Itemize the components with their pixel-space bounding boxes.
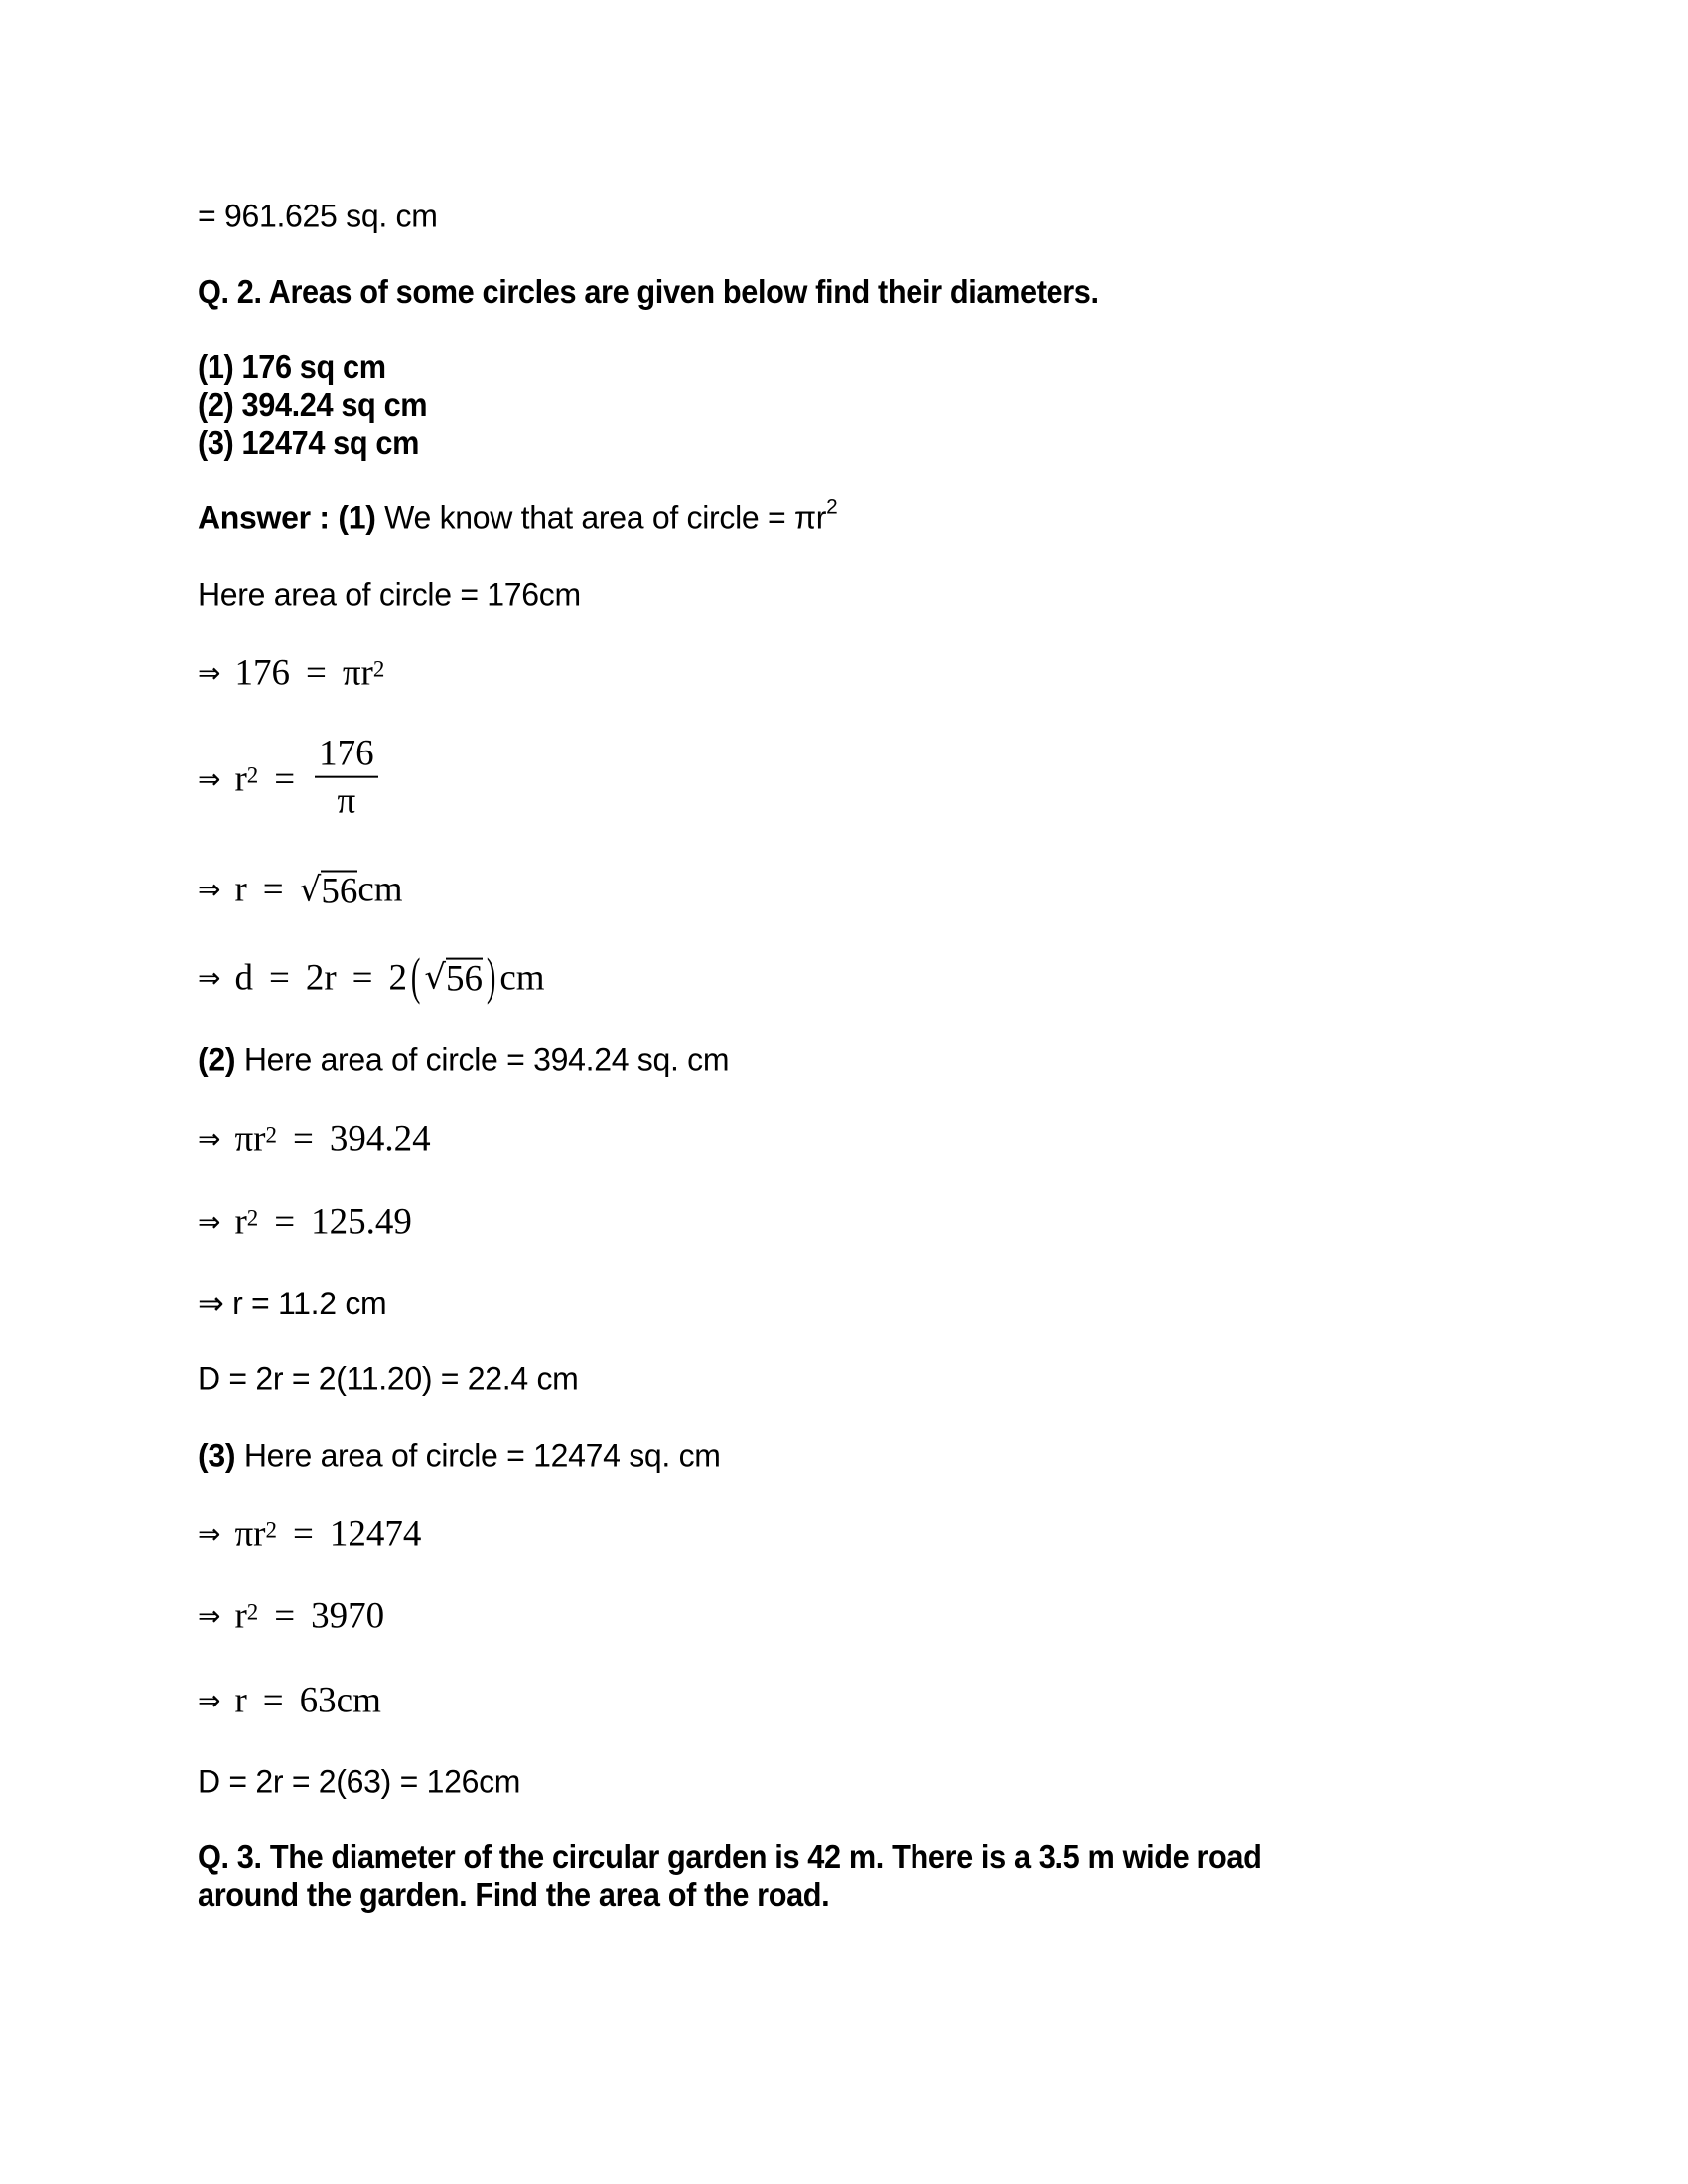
open-paren: ( bbox=[410, 948, 421, 1006]
radicand: 56 bbox=[321, 871, 358, 911]
unit: cm bbox=[499, 957, 545, 999]
part-number: (3) bbox=[198, 1437, 236, 1474]
fraction-denominator: π bbox=[337, 780, 356, 822]
intro-text: We know that area of circle = πr bbox=[384, 499, 827, 536]
equation-step bbox=[198, 1680, 381, 1722]
equation-mid: 2r bbox=[305, 957, 337, 999]
equation-step: ⇒ πr $^2$ = 12474 bbox=[198, 1513, 422, 1555]
implies-icon: ⇒ bbox=[198, 1122, 221, 1156]
close-paren: ) bbox=[486, 948, 496, 1006]
equation-step: ⇒ πr $^2$ = 394.24 bbox=[198, 1118, 431, 1160]
equals-sign: = bbox=[262, 869, 284, 910]
equals-sign: = bbox=[268, 957, 290, 999]
equation-rhs: 63cm bbox=[299, 1680, 381, 1721]
equals-sign: = bbox=[305, 652, 327, 694]
square-root bbox=[300, 870, 358, 909]
part-number: (1) bbox=[338, 499, 376, 536]
equation-step: ⇒ r $^2$ = 125.49 bbox=[198, 1201, 412, 1243]
equation-lhs: πr bbox=[234, 1118, 266, 1160]
question-2-item-2: (2) 394.24 sq cm bbox=[198, 386, 428, 423]
equation-lhs: r bbox=[234, 758, 247, 800]
equation-rhs: 3970 bbox=[311, 1595, 385, 1637]
equals-sign: = bbox=[292, 1513, 314, 1555]
exponent: 2 bbox=[826, 495, 838, 519]
answer-part-1-given: Here area of circle = 176cm bbox=[198, 576, 581, 613]
implies-icon: ⇒ bbox=[198, 1205, 221, 1239]
radius-result: ⇒ r = 11.2 cm bbox=[198, 1286, 387, 1321]
equation-step: ⇒ r $^2$ = 3970 bbox=[198, 1595, 385, 1637]
equation-lhs: r bbox=[234, 1680, 247, 1721]
sqrt-icon: √ bbox=[424, 957, 447, 998]
square-root bbox=[424, 958, 483, 998]
equals-sign: = bbox=[352, 957, 373, 999]
equation-step: ⇒ 176 = πr $^2$ bbox=[198, 652, 385, 694]
equation-step-fraction: ⇒ r $^2$ = $\frac{176}{\pi}$ bbox=[198, 734, 378, 826]
equation-lhs: r bbox=[234, 1595, 247, 1637]
answer-part-2-given bbox=[198, 1042, 729, 1079]
implies-icon: ⇒ bbox=[198, 961, 221, 995]
equation-rhs: πr bbox=[342, 652, 373, 694]
given-text: Here area of circle = 12474 sq. cm bbox=[243, 1437, 721, 1474]
diameter-result: D = 2r = 2(11.20) = 22.4 cm bbox=[198, 1360, 579, 1397]
equals-sign: = bbox=[274, 1201, 296, 1243]
equation-lhs: 176 bbox=[234, 652, 290, 694]
implies-icon: ⇒ bbox=[198, 1517, 221, 1551]
equation-lhs: r bbox=[234, 1201, 247, 1243]
implies-icon: ⇒ bbox=[198, 873, 221, 906]
question-2-item-3: (3) 12474 sq cm bbox=[198, 424, 420, 461]
sqrt-icon: √ bbox=[299, 870, 322, 909]
question-2-item-1: (1) 176 sq cm bbox=[198, 348, 386, 385]
radicand: 56 bbox=[446, 958, 484, 1000]
question-2-heading: Q. 2. Areas of some circles are given below find their diameters. bbox=[198, 273, 1099, 310]
equals-sign: = bbox=[274, 1595, 296, 1637]
given-text: Here area of circle = 394.24 sq. cm bbox=[243, 1041, 730, 1078]
answer-label: Answer : bbox=[198, 499, 330, 536]
answer-part-3-given bbox=[198, 1438, 721, 1475]
answer-part-1-intro bbox=[198, 495, 838, 537]
equation-lhs: πr bbox=[234, 1513, 266, 1555]
equals-sign: = bbox=[262, 1680, 284, 1721]
implies-icon: ⇒ bbox=[198, 656, 221, 690]
equals-sign: = bbox=[274, 758, 296, 800]
equation-step-sqrt bbox=[198, 869, 403, 911]
implies-icon: ⇒ bbox=[198, 762, 221, 796]
question-3-heading-line-1: Q. 3. The diameter of the circular garden is 42 m. There is a 3.5 m wide road bbox=[198, 1839, 1262, 1875]
question-3-heading-line-2: around the garden. Find the area of the road. bbox=[198, 1876, 830, 1913]
equation-rhs: 12474 bbox=[329, 1513, 422, 1555]
fraction-numerator: 176 bbox=[315, 734, 378, 778]
equals-sign: = bbox=[292, 1118, 314, 1160]
implies-icon: ⇒ bbox=[198, 1599, 221, 1633]
equation-lhs: r bbox=[234, 869, 247, 910]
part-number: (2) bbox=[198, 1041, 236, 1078]
coefficient: 2 bbox=[388, 957, 408, 999]
equation-lhs: d bbox=[234, 957, 253, 999]
diameter-result: D = 2r = 2(63) = 126cm bbox=[198, 1763, 521, 1800]
unit: cm bbox=[357, 869, 403, 910]
previous-answer-result: = 961.625 sq. cm bbox=[198, 198, 438, 234]
fraction bbox=[315, 734, 378, 826]
equation-rhs: 394.24 bbox=[329, 1118, 431, 1160]
equation-step-diameter bbox=[198, 948, 545, 1006]
equation-rhs: 125.49 bbox=[311, 1201, 412, 1243]
implies-icon: ⇒ bbox=[198, 1684, 221, 1717]
